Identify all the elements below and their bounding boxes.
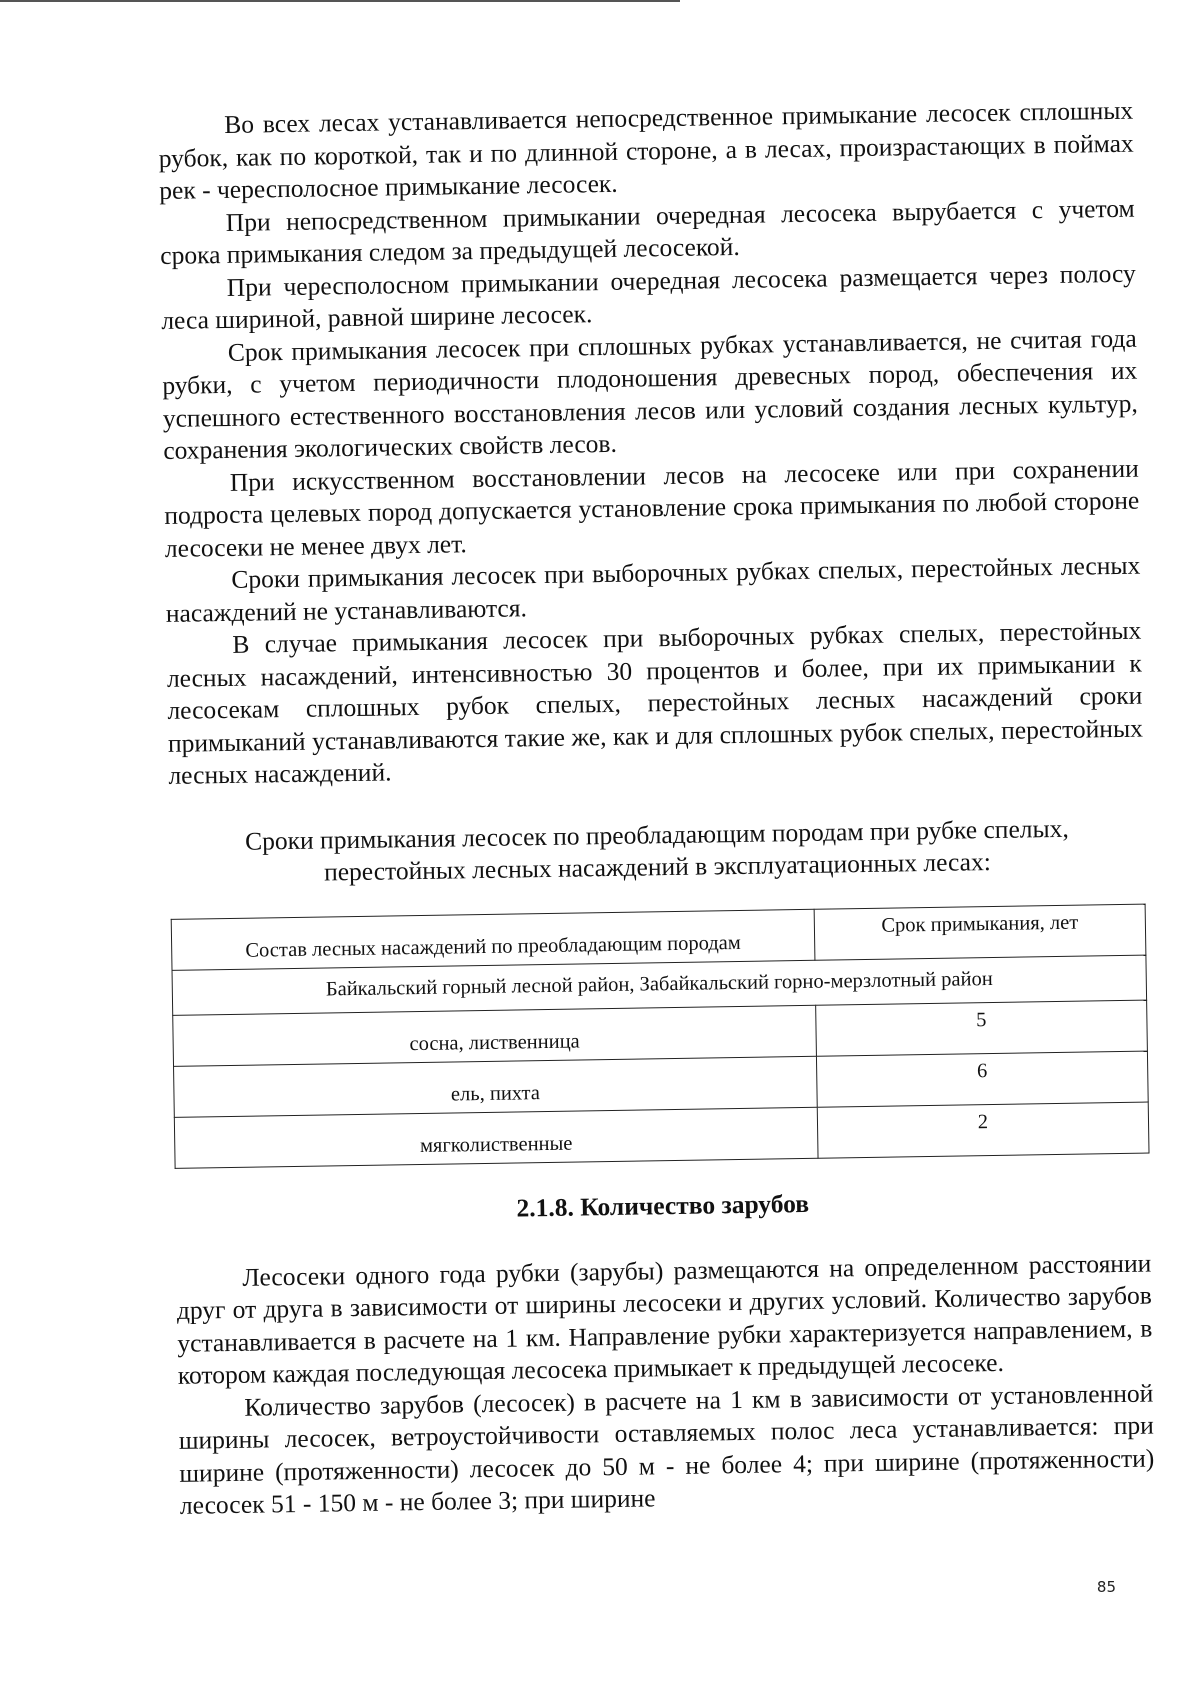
adjacency-period-table (171, 903, 1150, 1168)
section-heading: 2.1.8. Количество зарубов (516, 1188, 810, 1223)
region-cell: Байкальский горный лесной район, Забайкальский горно-мерзлотный район (172, 955, 1147, 1015)
header-period-cell: Срок примыкания, лет (814, 904, 1146, 960)
species-cell: ель, пихта (174, 1056, 818, 1117)
years-cell: 6 (816, 1051, 1148, 1107)
species-cell: мягколиственные (174, 1107, 818, 1168)
page-number: 85 (1096, 1578, 1116, 1596)
header-species-cell: Состав лесных насаждений по преобладающим породам (171, 909, 815, 970)
species-cell: сосна, лиственница (173, 1005, 817, 1066)
paragraph: Во всех лесах устанавливается непосредственное примыкание лесосек сплошных рубок, как по короткой, так и по длинной стороне, а в лесах, произрастающих в поймах рек - чересполосное примыкание лесосек. (158, 95, 1134, 205)
page-content (158, 95, 1155, 1523)
table-caption: Сроки примыкания лесосек по преобладающим породам при рубке спелых, перестойных лесных насаждений в эксплуатационных лесах: (244, 813, 1069, 886)
paragraph: Лесосеки одного года рубки (зарубы) размещаются на определенном расстоянии друг от друга в зависимости от ширины лесосеки и других условий. Количество зарубов устанавливается в расчете на 1 км. Направление рубки характеризуется направлением, в котором каждая последующая лесосека примыкает к предыдущей лесосеке. (176, 1248, 1153, 1390)
years-cell: 2 (817, 1102, 1149, 1158)
paragraph: Срок примыкания лесосек при сплошных рубках устанавливается, не считая года рубки, с учетом периодичности плодоношения древесных пород, обеспечения их успешного естественного восстановления лесов или условий создания лесных культур, сохранения экологических свойств лесов. (162, 323, 1138, 465)
paragraph: При чересполосном примыкании очередная лесосека размещается через полосу леса шириной, равной ширине лесосек. (161, 258, 1136, 335)
paragraph: При непосредственном примыкании очередная лесосека вырубается с учетом срока примыкания следом за предыдущей лесосекой. (160, 193, 1135, 270)
paragraph: При искусственном восстановлении лесов на лесосеке или при сохранении подроста целевых пород допускается установление срока примыкания по любой стороне лесосеки не менее двух лет. (164, 453, 1140, 563)
years-cell: 5 (815, 1000, 1147, 1056)
paragraph: Сроки примыкания лесосек при выборочных рубках спелых, перестойных лесных насаждений не устанавливаются. (165, 550, 1141, 628)
paragraph: В случае примыкания лесосек при выборочных рубках спелых, перестойных лесных насаждений, интенсивностью 30 процентов и более, при их примыкании к лесосекам сплошных рубок спелых, перестойных лесных насаждений сроки примыканий устанавливаются такие же, как и для сплошных рубок спелых, перестойных лесных насаждений. (166, 615, 1144, 790)
paragraph: Количество зарубов (лесосек) в расчете на 1 км в зависимости от установленной ширины лесосек, ветроустойчивости оставляемых полос леса устанавливается: при ширине (протяженности) лесосек до 50 м - не более 4; при ширине (протяженности) лесосек 51 - 150 м - не более 3; при ширине (178, 1378, 1155, 1520)
top-scan-edge-line (0, 0, 680, 2)
